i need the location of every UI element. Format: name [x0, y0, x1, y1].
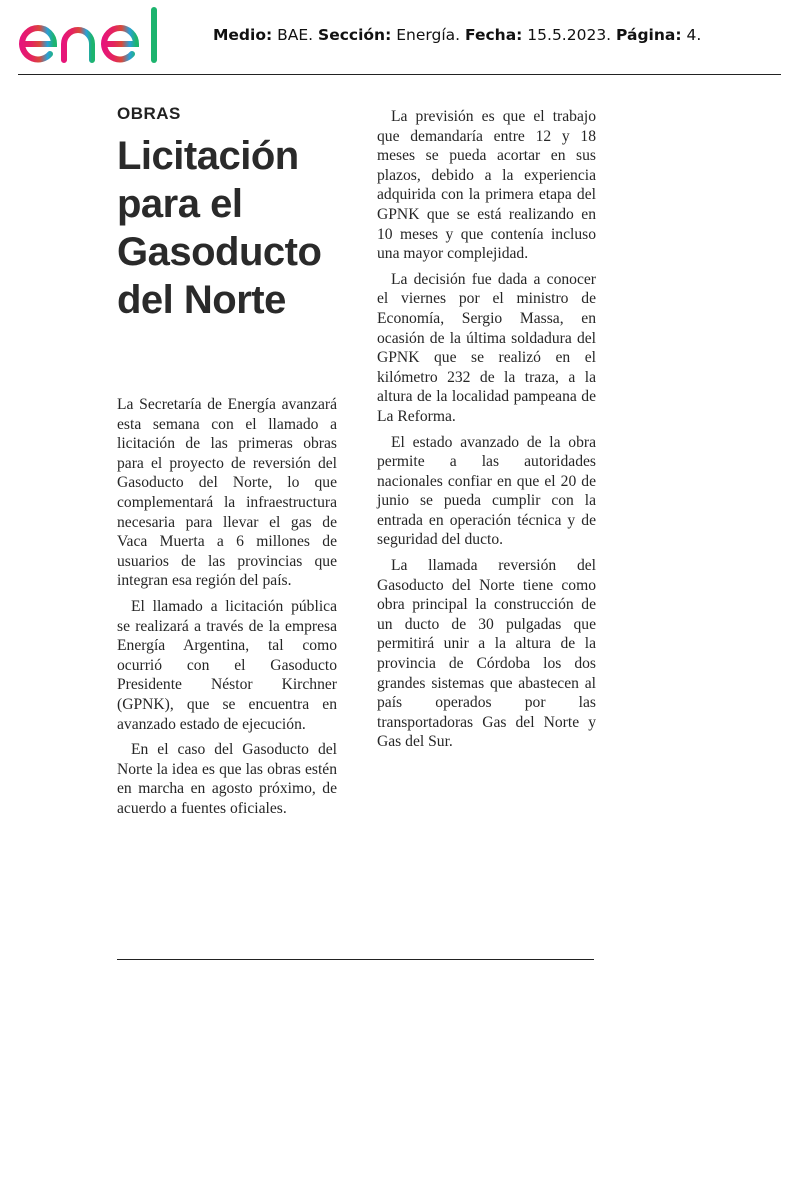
clipping-header — [0, 0, 800, 76]
headline-line: del Norte — [117, 278, 286, 322]
article-paragraph: En el caso del Gasoducto del Norte la idea es que las obras estén en marcha en agosto próximo, de acuerdo a fuentes oficiales. — [117, 741, 337, 817]
fecha-value: 15.5.2023. — [527, 26, 612, 44]
article-column-left — [117, 395, 337, 824]
headline-line: Gasoducto — [117, 230, 322, 274]
article-paragraph: La decisión fue dada a conocer el viernes por el ministro de Economía, Sergio Massa, en ocasión de la última soldadura del GPNK que se realizó en el kilómetro 232 de la traza, a la altura de la localidad pampeana de La Reforma. — [377, 270, 596, 425]
enel-logo — [16, 6, 186, 68]
headline-line: para el — [117, 182, 243, 226]
article-paragraph: La llamada reversión del Gasoducto del Norte tiene como obra principal la construcción de un ducto de 30 pulgadas que permitirá unir a la altura de la provincia de Córdoba los dos grandes sistemas que abastecen al país operados por las transportadoras Gas del Norte y Gas del Sur. — [377, 557, 596, 751]
article-paragraph: La previsión es que el trabajo que demandaría entre 12 y 18 meses se pueda acortar en sus plazos, debido a la experiencia adquirida con la primera etapa del GPNK que se está realizando en 10 meses y que contenía incluso una mayor complejidad. — [377, 108, 596, 263]
fecha-label: Fecha: — [465, 26, 523, 44]
header-divider — [18, 74, 781, 75]
pagina-label: Página: — [616, 26, 682, 44]
seccion-label: Sección: — [318, 26, 392, 44]
seccion-value: Energía. — [396, 26, 461, 44]
clipping-metadata — [213, 26, 701, 44]
headline-line: Licitación — [117, 134, 299, 178]
article-column-right — [377, 107, 596, 758]
article-paragraph: La Secretaría de Energía avanzará esta semana con el llamado a licitación de las primeras obras para el proyecto de reversión del Gasoducto del Norte, lo que complementará la infraestructura necesaria para llevar el gas de Vaca Muerta a 6 millones de usuarios de las provincias que integran esa región del país. — [117, 396, 337, 590]
pagina-value: 4. — [686, 26, 702, 44]
medio-label: Medio: — [213, 26, 273, 44]
article-headline — [117, 132, 357, 324]
article-end-divider — [117, 959, 594, 960]
medio-value: BAE. — [277, 26, 314, 44]
article-kicker: OBRAS — [117, 104, 181, 123]
article-paragraph: El llamado a licitación pública se realizará a través de la empresa Energía Argentina, tal como ocurrió con el Gasoducto Presidente Néstor Kirchner (GPNK), que se encuentra en avanzado estado de ejecución. — [117, 597, 337, 733]
article-paragraph: El estado avanzado de la obra permite a las autoridades nacionales confiar en que el 20 de junio se pueda cumplir con la entrada en operación técnica y de seguridad del ducto. — [377, 433, 596, 549]
